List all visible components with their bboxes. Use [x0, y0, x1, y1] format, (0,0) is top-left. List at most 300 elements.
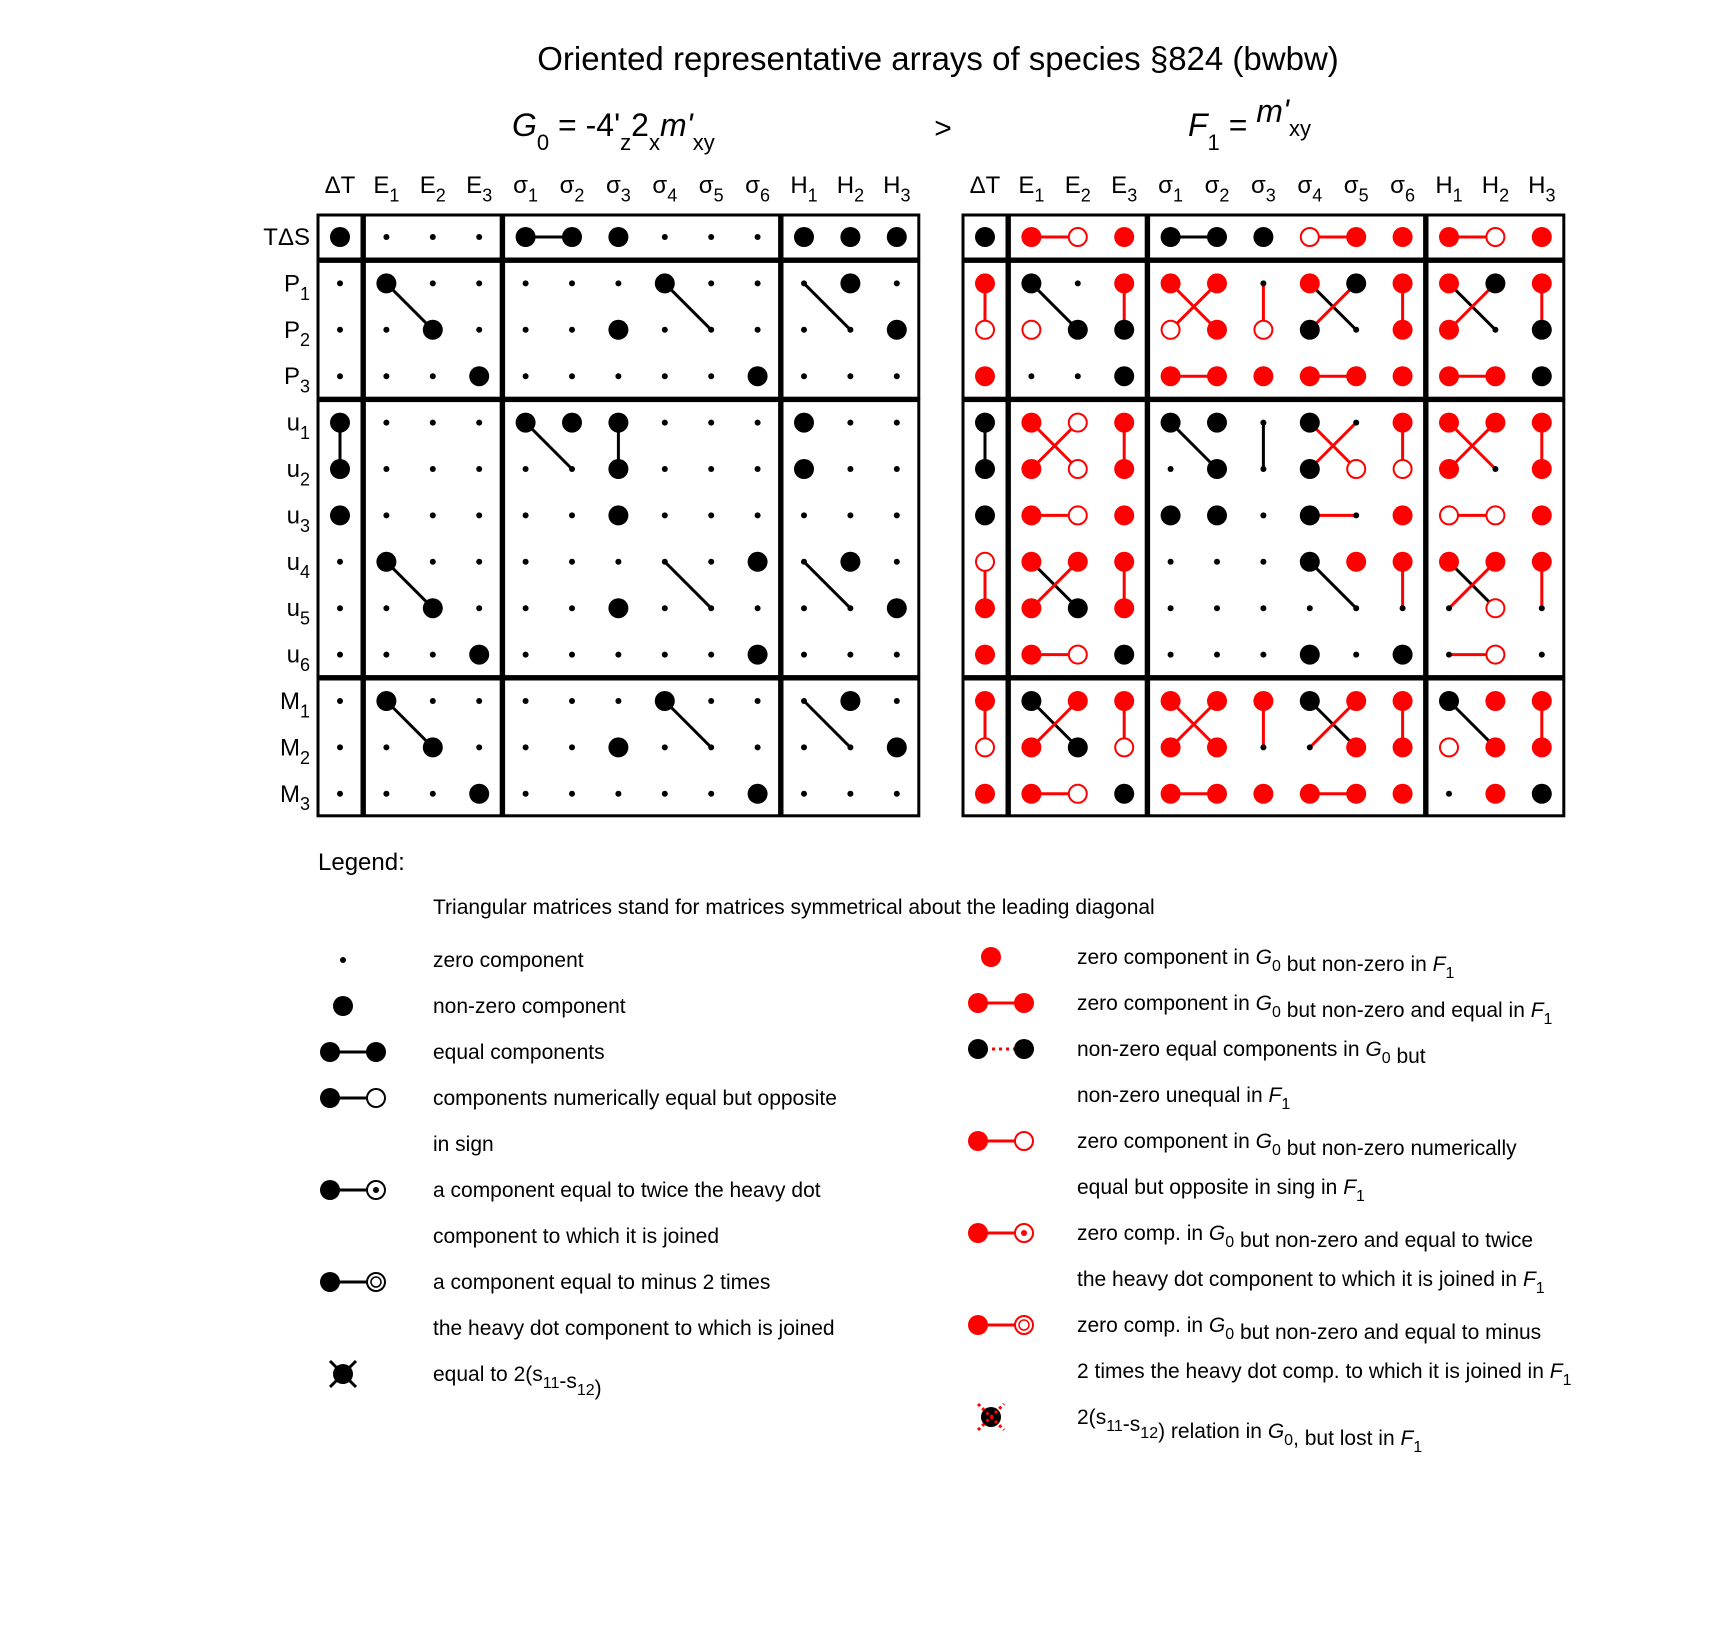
right-cell-12-7 — [1300, 784, 1320, 804]
left-cell-4-3 — [476, 420, 482, 426]
left-col-header-11: $H_2$ — [836, 172, 865, 206]
right-cell-7-10 — [1439, 552, 1459, 572]
relation-symbol: > — [934, 112, 952, 145]
right-cell-9-5 — [1214, 652, 1220, 658]
left-cell-10-2 — [430, 698, 436, 704]
right-cell-12-4 — [1161, 784, 1181, 804]
left-cell-12-0 — [337, 791, 343, 797]
right-cell-2-10 — [1439, 320, 1459, 340]
left-cell-11-5 — [569, 744, 575, 750]
right-cell-0-11 — [1486, 228, 1504, 246]
right-cell-10-0 — [975, 691, 995, 711]
left-cell-11-10 — [801, 744, 807, 750]
right-cell-10-8 — [1346, 691, 1366, 711]
right-cell-8-7 — [1307, 605, 1313, 611]
left-cell-8-2 — [423, 598, 443, 618]
right-legend-icon-4-red-twice-link-icon — [968, 1223, 1033, 1243]
left-cell-0-2 — [430, 234, 436, 240]
left-cell-6-4 — [523, 512, 529, 518]
left-cell-10-9 — [755, 698, 761, 704]
right-col-header-0: ΔT — [969, 172, 1001, 199]
right-cell-12-12 — [1532, 784, 1552, 804]
left-cell-0-5 — [562, 227, 582, 247]
left-cell-6-8 — [708, 512, 714, 518]
left-cell-8-1 — [383, 605, 389, 611]
right-cell-2-7 — [1300, 320, 1320, 340]
left-cell-1-4 — [523, 280, 529, 286]
right-cell-11-1 — [1021, 737, 1041, 757]
row-header-7: $u_4$ — [286, 548, 310, 583]
left-cell-2-12 — [887, 320, 907, 340]
right-cell-8-1 — [1021, 598, 1041, 618]
left-legend-icon-1-heavy-dot-icon — [333, 996, 353, 1016]
right-cell-9-3 — [1114, 645, 1134, 665]
left-cell-10-11 — [840, 691, 860, 711]
left-cell-6-7 — [662, 512, 668, 518]
left-cell-11-12 — [887, 737, 907, 757]
right-cell-2-6 — [1254, 321, 1272, 339]
left-cell-1-9 — [755, 280, 761, 286]
right-cell-4-6 — [1260, 420, 1266, 426]
right-cell-11-10 — [1440, 738, 1458, 756]
left-cell-8-8 — [708, 605, 714, 611]
right-cell-3-9 — [1393, 366, 1413, 386]
right-cell-7-9 — [1393, 552, 1413, 572]
left-cell-4-5 — [562, 413, 582, 433]
left-cell-7-9 — [748, 552, 768, 572]
right-legend-text-1-0: zero component in $G_0$ but non-zero and equal in $F_1$ — [1077, 992, 1553, 1028]
right-cell-10-1 — [1021, 691, 1041, 711]
right-cell-5-8 — [1347, 460, 1365, 478]
right-legend-text-4-0: zero comp. in $G_0$ but non-zero and equal to twice — [1077, 1222, 1534, 1252]
left-cell-6-6 — [608, 505, 628, 525]
left-cell-7-10 — [801, 559, 807, 565]
left-cell-0-10 — [794, 227, 814, 247]
left-cell-5-4 — [523, 466, 529, 472]
right-legend-icon-1-red-equal-link-icon — [968, 993, 1034, 1013]
left-cell-1-5 — [569, 280, 575, 286]
left-cell-9-2 — [430, 652, 436, 658]
right-cell-7-2 — [1068, 552, 1088, 572]
left-cell-5-3 — [476, 466, 482, 472]
left-cell-10-10 — [801, 698, 807, 704]
legend — [318, 849, 1572, 1456]
left-col-header-4: $\sigma_1$ — [513, 172, 539, 206]
left-cell-7-2 — [430, 559, 436, 565]
left-cell-4-0 — [330, 413, 350, 433]
right-cell-6-5 — [1207, 505, 1227, 525]
left-cell-10-5 — [569, 698, 575, 704]
right-cell-5-10 — [1439, 459, 1459, 479]
right-col-header-12: $H_3$ — [1528, 172, 1556, 206]
left-cell-10-3 — [476, 698, 482, 704]
left-cell-0-8 — [708, 234, 714, 240]
row-header-0: TΔS — [263, 224, 310, 251]
left-cell-5-7 — [662, 466, 668, 472]
left-cell-4-11 — [847, 420, 853, 426]
right-cell-8-8 — [1353, 605, 1359, 611]
right-cell-3-3 — [1114, 366, 1134, 386]
right-cell-6-3 — [1114, 505, 1134, 525]
left-legend-icon-0-small-dot-icon — [340, 957, 346, 963]
left-cell-6-1 — [383, 512, 389, 518]
right-cell-5-7 — [1300, 459, 1320, 479]
right-cell-12-9 — [1393, 784, 1413, 804]
left-cell-12-6 — [615, 791, 621, 797]
left-col-header-2: $E_2$ — [419, 172, 446, 206]
right-cell-6-6 — [1260, 512, 1266, 518]
left-cell-9-9 — [748, 645, 768, 665]
right-col-header-2: $E_2$ — [1064, 172, 1091, 206]
left-cell-10-7 — [655, 691, 675, 711]
right-cell-6-9 — [1393, 505, 1413, 525]
left-cell-0-9 — [755, 234, 761, 240]
right-cell-7-3 — [1114, 552, 1134, 572]
left-cell-6-2 — [430, 512, 436, 518]
right-cell-3-0 — [975, 366, 995, 386]
right-cell-10-4 — [1161, 691, 1181, 711]
right-cell-6-0 — [975, 505, 995, 525]
right-cell-6-1 — [1021, 505, 1041, 525]
right-col-header-8: $\sigma_5$ — [1343, 172, 1369, 206]
left-cell-4-8 — [708, 420, 714, 426]
right-legend-icon-3-red-opposite-link-icon — [968, 1131, 1033, 1151]
left-cell-3-9 — [748, 366, 768, 386]
right-cell-10-7 — [1300, 691, 1320, 711]
left-cell-12-5 — [569, 791, 575, 797]
left-cell-0-0 — [330, 227, 350, 247]
right-cell-12-1 — [1021, 784, 1041, 804]
right-cell-10-3 — [1114, 691, 1134, 711]
left-cell-3-12 — [894, 373, 900, 379]
right-cell-3-11 — [1485, 366, 1505, 386]
matrix-right — [963, 172, 1564, 816]
left-legend-text-5-0: a component equal to minus 2 times — [433, 1271, 771, 1294]
right-cell-1-0 — [975, 273, 995, 293]
left-cell-9-12 — [894, 652, 900, 658]
left-cell-3-4 — [523, 373, 529, 379]
left-cell-0-4 — [516, 227, 536, 247]
right-cell-3-10 — [1439, 366, 1459, 386]
right-cell-11-5 — [1207, 737, 1227, 757]
right-cell-1-9 — [1393, 273, 1413, 293]
right-cell-10-11 — [1485, 691, 1505, 711]
right-cell-9-7 — [1300, 645, 1320, 665]
right-cell-5-1 — [1021, 459, 1041, 479]
left-cell-3-5 — [569, 373, 575, 379]
right-legend-text-3-0: zero component in $G_0$ but non-zero numerically — [1077, 1130, 1517, 1160]
right-cell-3-6 — [1253, 366, 1273, 386]
left-cell-10-6 — [615, 698, 621, 704]
right-legend-text-6-0: $2(s_{11}-s_{12})$ relation in $G_0$, but lost in $F_1$ — [1077, 1406, 1423, 1456]
right-cell-11-0 — [976, 738, 994, 756]
left-block-2-3 — [782, 401, 919, 677]
right-cell-0-1 — [1021, 227, 1041, 247]
left-cell-11-9 — [755, 744, 761, 750]
right-cell-12-6 — [1253, 784, 1273, 804]
row-header-11: $M_2$ — [279, 734, 310, 768]
left-cell-3-10 — [801, 373, 807, 379]
left-cell-12-4 — [523, 791, 529, 797]
left-cell-5-11 — [847, 466, 853, 472]
row-header-5: $u_2$ — [286, 456, 310, 490]
group-right-formula: $F_1 = m'_{xy}$ — [1188, 93, 1312, 155]
left-cell-2-4 — [523, 327, 529, 333]
left-cell-2-7 — [662, 327, 668, 333]
right-cell-11-6 — [1260, 744, 1266, 750]
left-cell-0-12 — [887, 227, 907, 247]
right-cell-6-8 — [1353, 512, 1359, 518]
left-cell-9-11 — [847, 652, 853, 658]
left-cell-3-7 — [662, 373, 668, 379]
left-cell-10-8 — [708, 698, 714, 704]
left-cell-12-10 — [801, 791, 807, 797]
left-cell-8-10 — [801, 605, 807, 611]
left-cell-1-0 — [337, 280, 343, 286]
row-header-3: $P_3$ — [283, 363, 310, 397]
right-cell-7-5 — [1214, 559, 1220, 565]
right-legend-text-5-1: 2 times the heavy dot comp. to which it is joined in $F_1$ — [1077, 1360, 1572, 1389]
right-cell-9-8 — [1353, 652, 1359, 658]
right-cell-2-4 — [1162, 321, 1180, 339]
left-cell-7-12 — [894, 559, 900, 565]
right-cell-6-2 — [1069, 506, 1087, 524]
left-cell-4-12 — [894, 420, 900, 426]
right-cell-10-10 — [1439, 691, 1459, 711]
right-cell-2-12 — [1532, 320, 1552, 340]
left-cell-5-1 — [383, 466, 389, 472]
right-cell-1-7 — [1300, 273, 1320, 293]
right-cell-3-1 — [1028, 373, 1034, 379]
right-col-header-1: $E_1$ — [1018, 172, 1045, 206]
right-cell-3-5 — [1207, 366, 1227, 386]
right-cell-11-3 — [1115, 738, 1133, 756]
right-cell-10-6 — [1253, 691, 1273, 711]
left-cell-9-10 — [801, 652, 807, 658]
right-cell-2-3 — [1114, 320, 1134, 340]
right-cell-7-12 — [1532, 552, 1552, 572]
left-cell-4-1 — [383, 420, 389, 426]
left-cell-11-2 — [423, 737, 443, 757]
right-cell-8-6 — [1260, 605, 1266, 611]
left-cell-6-3 — [476, 512, 482, 518]
left-cell-3-1 — [383, 373, 389, 379]
left-cell-11-8 — [708, 744, 714, 750]
left-col-header-6: $\sigma_3$ — [605, 172, 631, 206]
right-cell-8-10 — [1446, 605, 1452, 611]
right-cell-12-3 — [1114, 784, 1134, 804]
row-header-10: $M_1$ — [279, 688, 310, 722]
right-col-header-3: $E_3$ — [1111, 172, 1138, 206]
left-cell-0-11 — [840, 227, 860, 247]
left-cell-12-11 — [847, 791, 853, 797]
left-cell-4-10 — [794, 413, 814, 433]
left-cell-10-4 — [523, 698, 529, 704]
left-cell-9-1 — [383, 652, 389, 658]
right-cell-4-1 — [1021, 413, 1041, 433]
right-cell-0-4 — [1161, 227, 1181, 247]
left-cell-7-4 — [523, 559, 529, 565]
right-cell-9-1 — [1021, 645, 1041, 665]
right-cell-1-11 — [1485, 273, 1505, 293]
left-cell-1-6 — [615, 280, 621, 286]
right-cell-9-11 — [1486, 646, 1504, 664]
left-cell-2-10 — [801, 327, 807, 333]
right-cell-10-12 — [1532, 691, 1552, 711]
right-col-header-7: $\sigma_4$ — [1297, 172, 1323, 206]
right-legend-text-2-1: non-zero unequal in $F_1$ — [1077, 1084, 1291, 1113]
right-cell-2-1 — [1022, 321, 1040, 339]
left-legend-icon-2-equal-link-icon — [320, 1042, 386, 1062]
right-cell-9-6 — [1260, 652, 1266, 658]
left-cell-6-9 — [755, 512, 761, 518]
left-cell-7-0 — [337, 559, 343, 565]
row-header-8: $u_5$ — [286, 595, 310, 629]
left-cell-1-11 — [840, 273, 860, 293]
left-legend-text-2-0: equal components — [433, 1041, 605, 1064]
right-cell-6-4 — [1161, 505, 1181, 525]
left-block-1-2 — [504, 261, 780, 398]
left-cell-11-1 — [383, 744, 389, 750]
row-header-9: $u_6$ — [286, 641, 310, 675]
left-legend-text-3-1: in sign — [433, 1133, 494, 1156]
left-cell-4-9 — [755, 420, 761, 426]
right-legend-text-5-0: zero comp. in $G_0$ but non-zero and equal to minus — [1077, 1314, 1542, 1344]
right-cell-8-11 — [1486, 599, 1504, 617]
left-cell-1-2 — [430, 280, 436, 286]
right-legend-icon-5-red-minus-two-link-icon — [968, 1315, 1033, 1335]
right-cell-10-2 — [1068, 691, 1088, 711]
right-cell-2-11 — [1492, 327, 1498, 333]
left-cell-11-7 — [662, 744, 668, 750]
left-cell-6-5 — [569, 512, 575, 518]
right-cell-0-3 — [1114, 227, 1134, 247]
right-cell-0-9 — [1393, 227, 1413, 247]
right-cell-3-7 — [1300, 366, 1320, 386]
right-cell-9-10 — [1446, 652, 1452, 658]
left-cell-12-12 — [894, 791, 900, 797]
right-cell-4-8 — [1353, 420, 1359, 426]
right-col-header-6: $\sigma_3$ — [1250, 172, 1276, 206]
left-cell-2-2 — [423, 320, 443, 340]
right-cell-6-10 — [1440, 506, 1458, 524]
left-legend-text-5-1: the heavy dot component to which is joined — [433, 1317, 835, 1340]
right-cell-6-7 — [1300, 505, 1320, 525]
left-cell-4-6 — [608, 413, 628, 433]
left-cell-5-6 — [608, 459, 628, 479]
right-cell-0-0 — [975, 227, 995, 247]
right-cell-5-2 — [1069, 460, 1087, 478]
left-legend-text-6-0: equal to $2(s_{11}-s_{12})$ — [433, 1363, 602, 1400]
right-cell-1-5 — [1207, 273, 1227, 293]
right-cell-4-5 — [1207, 413, 1227, 433]
right-cell-8-3 — [1114, 598, 1134, 618]
left-cell-7-3 — [476, 559, 482, 565]
right-cell-5-12 — [1532, 459, 1552, 479]
right-cell-0-6 — [1253, 227, 1273, 247]
left-cell-0-7 — [662, 234, 668, 240]
right-cell-1-2 — [1075, 280, 1081, 286]
left-cell-9-4 — [523, 652, 529, 658]
right-cell-0-12 — [1532, 227, 1552, 247]
right-cell-1-3 — [1114, 273, 1134, 293]
right-cell-9-2 — [1069, 646, 1087, 664]
left-cell-3-2 — [430, 373, 436, 379]
left-cell-11-4 — [523, 744, 529, 750]
left-col-header-12: $H_3$ — [883, 172, 911, 206]
right-cell-4-4 — [1161, 413, 1181, 433]
right-cell-0-10 — [1439, 227, 1459, 247]
right-cell-1-4 — [1161, 273, 1181, 293]
left-cell-7-1 — [376, 552, 396, 572]
row-header-1: $P_1$ — [283, 270, 310, 304]
right-cell-11-2 — [1068, 737, 1088, 757]
left-cell-8-5 — [569, 605, 575, 611]
right-legend-icon-0-red-dot-icon — [981, 947, 1001, 967]
right-legend-text-3-1: equal but opposite in sing in $F_1$ — [1077, 1176, 1365, 1205]
left-cell-9-6 — [615, 652, 621, 658]
left-cell-7-6 — [615, 559, 621, 565]
left-cell-2-1 — [383, 327, 389, 333]
left-cell-6-11 — [847, 512, 853, 518]
left-cell-5-0 — [330, 459, 350, 479]
right-cell-10-9 — [1393, 691, 1413, 711]
left-cell-8-9 — [755, 605, 761, 611]
right-cell-0-7 — [1301, 228, 1319, 246]
right-legend-text-2-0: non-zero equal components in $G_0$ but — [1077, 1038, 1426, 1068]
right-cell-8-5 — [1214, 605, 1220, 611]
right-cell-5-4 — [1168, 466, 1174, 472]
left-legend-text-1-0: non-zero component — [433, 995, 626, 1018]
right-col-header-5: $\sigma_2$ — [1204, 172, 1230, 206]
left-cell-8-11 — [847, 605, 853, 611]
left-cell-9-8 — [708, 652, 714, 658]
left-cell-2-9 — [755, 327, 761, 333]
legend-heading: Legend: — [318, 849, 405, 876]
right-cell-7-6 — [1260, 559, 1266, 565]
left-legend-icon-6-crossed-dot-icon — [330, 1361, 356, 1387]
left-cell-6-12 — [894, 512, 900, 518]
left-cell-10-12 — [894, 698, 900, 704]
left-col-header-9: $\sigma_6$ — [745, 172, 771, 206]
right-cell-4-10 — [1439, 413, 1459, 433]
legend-note: Triangular matrices stand for matrices symmetrical about the leading diagonal — [433, 896, 1155, 919]
left-cell-8-0 — [337, 605, 343, 611]
right-legend-text-4-1: the heavy dot component to which it is joined in $F_1$ — [1077, 1268, 1545, 1297]
right-cell-5-5 — [1207, 459, 1227, 479]
left-cell-1-10 — [801, 280, 807, 286]
right-cell-8-2 — [1068, 598, 1088, 618]
right-cell-8-4 — [1168, 605, 1174, 611]
left-cell-10-0 — [337, 698, 343, 704]
left-cell-9-7 — [662, 652, 668, 658]
right-cell-4-7 — [1300, 413, 1320, 433]
right-cell-12-8 — [1346, 784, 1366, 804]
right-cell-2-9 — [1393, 320, 1413, 340]
left-cell-9-0 — [337, 652, 343, 658]
left-cell-7-8 — [708, 559, 714, 565]
left-legend-text-4-1: component to which it is joined — [433, 1225, 719, 1248]
left-cell-6-0 — [330, 505, 350, 525]
left-cell-0-3 — [476, 234, 482, 240]
left-cell-5-10 — [794, 459, 814, 479]
right-cell-7-11 — [1485, 552, 1505, 572]
right-cell-4-11 — [1485, 413, 1505, 433]
right-cell-11-12 — [1532, 737, 1552, 757]
left-cell-12-3 — [469, 784, 489, 804]
left-cell-11-0 — [337, 744, 343, 750]
right-cell-1-1 — [1021, 273, 1041, 293]
